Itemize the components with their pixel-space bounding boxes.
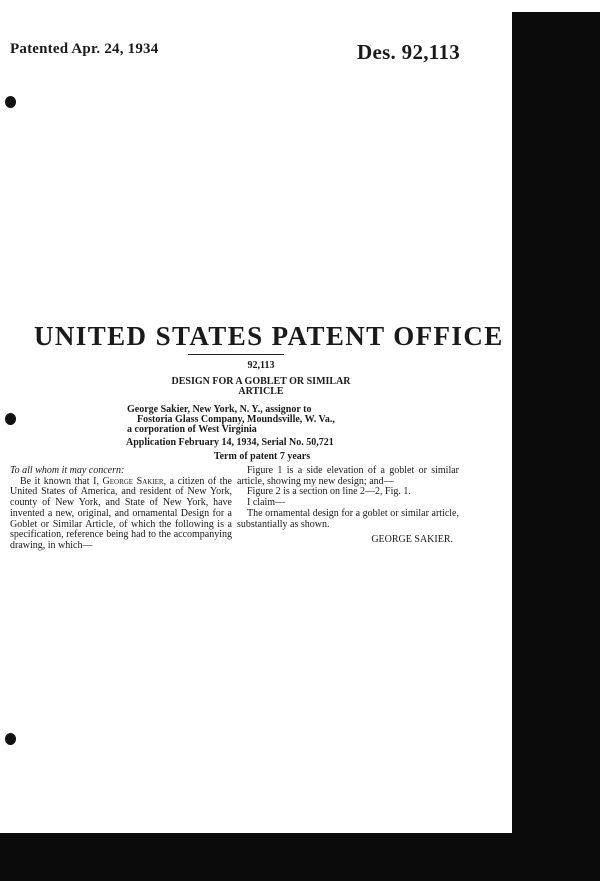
office-title: UNITED STATES PATENT OFFICE	[34, 321, 504, 351]
intro-paragraph	[10, 477, 232, 552]
claim-text: The ornamental design for a goblet or similar article, substantially as shown.	[237, 507, 459, 530]
scan-border-right	[512, 12, 600, 881]
specification-right-column	[237, 466, 459, 546]
punch-hole-top	[5, 96, 16, 108]
specification-left-column	[10, 466, 232, 552]
figure-2-description: Figure 2 is a section on line 2—2, Fig. 1.	[247, 486, 411, 498]
intro-text-rest: , a citizen of the United States of America, and resident of New York, county of New York, and State of New York, have invented a new, original, and ornamental Design for a Goblet or Similar Article, of which the following is a specification, reference being had to the accompanying drawing, in which—	[10, 475, 232, 551]
inventor-name: George Sakier	[102, 475, 164, 487]
punch-hole-middle	[5, 413, 16, 425]
design-number: Des. 92,113	[357, 40, 461, 64]
application-line: Application February 14, 1934, Serial No. 50,721	[126, 437, 334, 448]
term-line: Term of patent 7 years	[213, 451, 311, 462]
claim-intro: I claim—	[247, 497, 286, 509]
design-title-line: ARTICLE	[238, 386, 284, 397]
design-title-line: DESIGN FOR A GOBLET OR SIMILAR	[171, 376, 351, 387]
figure-1-description: Figure 1 is a side elevation of a goblet or similar article, showing my new design; and—	[237, 465, 459, 487]
design-title	[100, 377, 422, 397]
inventor-block	[127, 405, 427, 435]
patented-date: Patented Apr. 24, 1934	[10, 41, 159, 57]
scan-border-bottom	[0, 833, 600, 881]
punch-hole-bottom	[5, 733, 16, 745]
title-rule	[188, 354, 284, 355]
salutation: To all whom it may concern:	[10, 465, 125, 476]
signature: GEORGE SAKIER.	[371, 534, 453, 546]
inventor-line: Fostoria Glass Company, Moundsville, W. Va.,	[137, 414, 335, 425]
patent-number: 92,113	[247, 360, 275, 371]
intro-text-start: Be it known that I,	[20, 475, 103, 487]
inventor-line: George Sakier, New York, N. Y., assignor to	[127, 404, 312, 415]
inventor-line: a corporation of West Virginia	[127, 424, 257, 435]
